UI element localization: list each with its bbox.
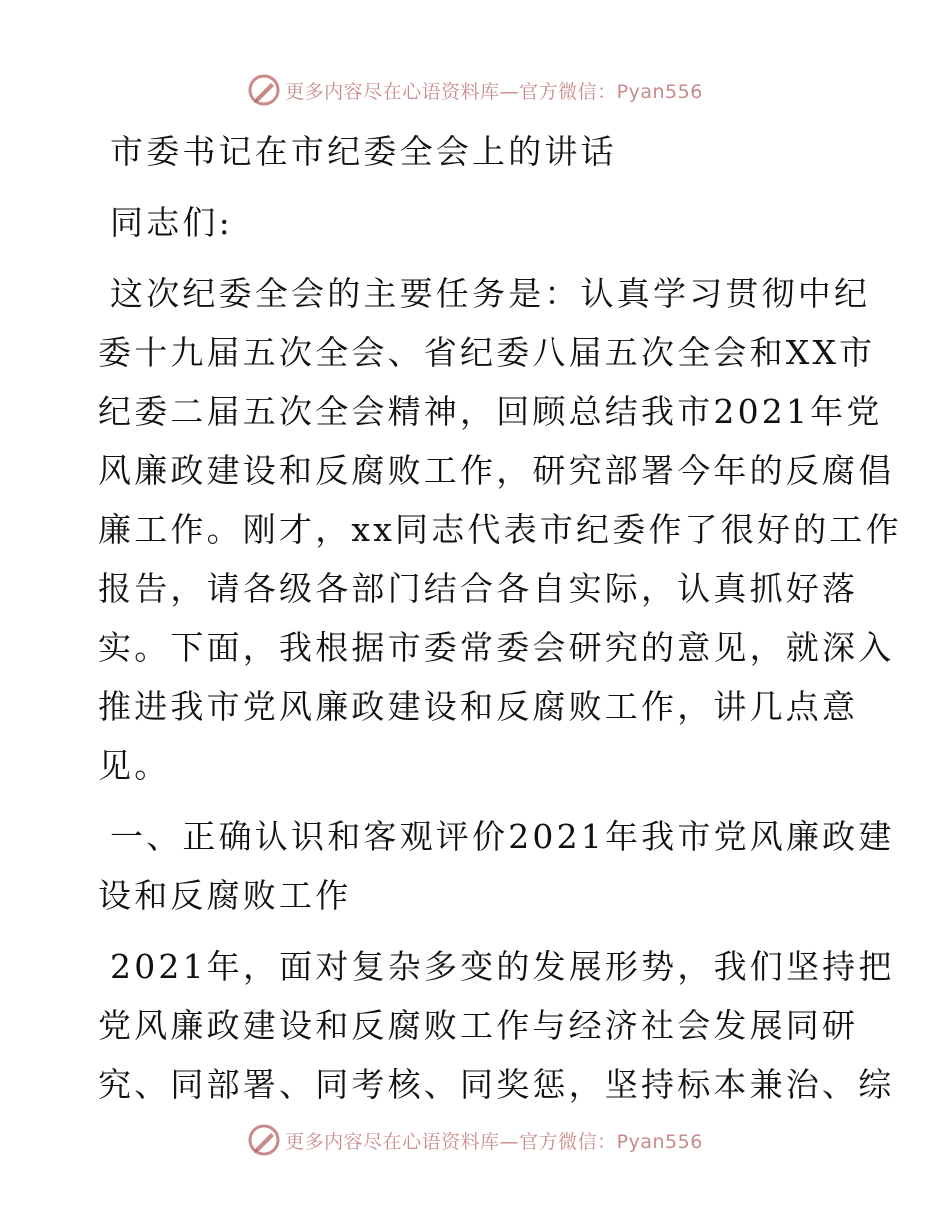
paragraph-line: 这次纪委全会的主要任务是：认真学习贯彻中纪 [110, 274, 871, 313]
paragraph-intro [98, 264, 902, 795]
footer-watermark [0, 1120, 950, 1160]
paragraph-line: 见。 [98, 746, 171, 785]
paragraph-2021-review [98, 937, 895, 1114]
paragraph-line: 究、同部署、同考核、同奖惩，坚持标本兼治、综 [98, 1065, 895, 1104]
pen-logo-icon [247, 73, 281, 107]
heading-line: 设和反腐败工作 [98, 876, 352, 915]
header-watermark [0, 70, 950, 110]
document-title: 市委书记在市纪委全会上的讲话 [110, 132, 617, 171]
paragraph-line: 实。下面，我根据市委常委会研究的意见，就深入 [98, 628, 895, 667]
pen-logo-icon [247, 1123, 281, 1157]
salutation: 同志们: [110, 203, 233, 242]
watermark-text: 更多内容尽在心语资料库—官方微信：Pyan556 [285, 1130, 703, 1153]
paragraph-line: 报告，请各级各部门结合各自实际，认真抓好落 [98, 569, 859, 608]
paragraph-line: 廉工作。刚才，xx同志代表市纪委作了很好的工作 [98, 510, 902, 549]
paragraph-line: 党风廉政建设和反腐败工作与经济社会发展同研 [98, 1006, 859, 1045]
paragraph-line: 纪委二届五次全会精神，回顾总结我市2021年党 [98, 392, 883, 431]
paragraph-line: 2021年，面对复杂多变的发展形势，我们坚持把 [110, 947, 895, 986]
section-heading-1 [98, 807, 895, 925]
heading-line: 一、正确认识和客观评价2021年我市党风廉政建 [110, 817, 895, 856]
watermark-text: 更多内容尽在心语资料库—官方微信：Pyan556 [285, 80, 703, 103]
paragraph-line: 推进我市党风廉政建设和反腐败工作，讲几点意 [98, 687, 859, 726]
document-body [98, 122, 902, 1114]
paragraph-line: 风廉政建设和反腐败工作，研究部署今年的反腐倡 [98, 451, 895, 490]
paragraph-line: 委十九届五次全会、省纪委八届五次全会和XX市 [98, 333, 876, 372]
